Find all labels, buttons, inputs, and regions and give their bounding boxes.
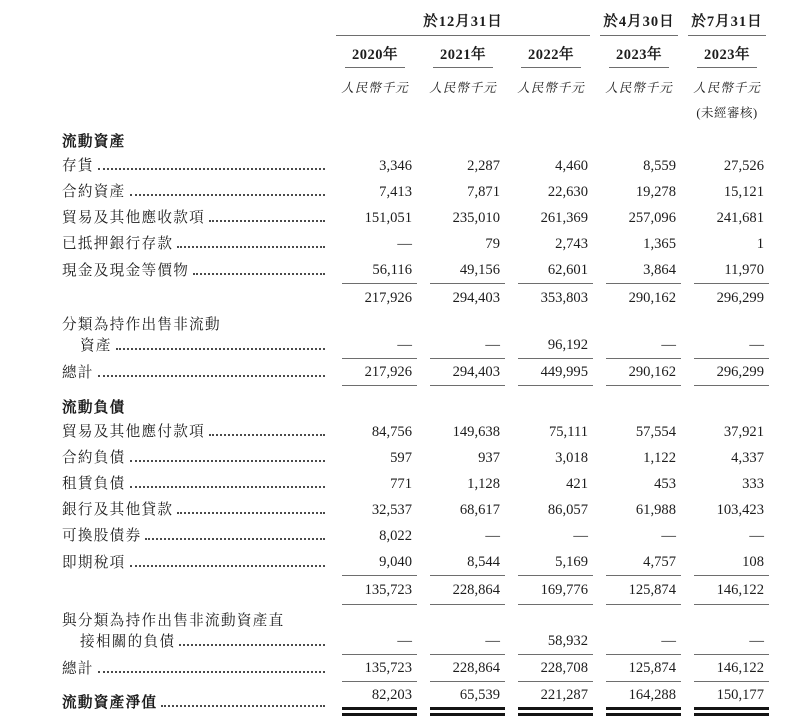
- table-row-wrap: [62, 312, 771, 334]
- cell-value: 257,096: [628, 210, 677, 226]
- table-row-item: [62, 445, 771, 471]
- table-row-section: [62, 386, 771, 419]
- cell-value: 8,022: [379, 528, 412, 544]
- value-cell: [419, 257, 507, 284]
- cell-value: 241,681: [716, 210, 765, 226]
- row-label: 可換股債券: [62, 528, 142, 544]
- table-row-item: [62, 523, 771, 549]
- cell-value: —: [661, 528, 677, 544]
- cell-value: 19,278: [635, 184, 677, 200]
- cell-value: 15,121: [723, 184, 765, 200]
- cell-value: 217,926: [342, 359, 417, 386]
- table-row-item: [62, 334, 771, 359]
- cell-value: 937: [478, 450, 500, 466]
- cell-value: 2,287: [467, 158, 500, 174]
- dot-leader: [130, 565, 325, 567]
- year-label: 2023年: [697, 43, 757, 68]
- row-label: 貿易及其他應付款項: [62, 424, 206, 440]
- table-row-item: [62, 497, 771, 523]
- value-cell: [507, 231, 595, 257]
- value-cell: [507, 257, 595, 284]
- row-label: 分類為持作出售非流動: [62, 317, 221, 333]
- cell-value: 296,299: [716, 290, 765, 306]
- dot-leader: [98, 168, 325, 170]
- value-cell: [507, 630, 595, 655]
- value-cell: [595, 576, 683, 605]
- cell-value: —: [606, 334, 681, 359]
- date-group-cell: [331, 8, 595, 36]
- row-label-cell: [62, 334, 331, 359]
- value-cell: [331, 655, 419, 682]
- value-cell: [331, 419, 419, 445]
- table-row-item: [62, 153, 771, 179]
- cell-value: 151,051: [364, 210, 412, 226]
- value-cell: [331, 257, 419, 284]
- row-label: 資產: [80, 338, 112, 354]
- row-label-cell: [62, 205, 331, 231]
- value-cell: [419, 205, 507, 231]
- value-cell: [595, 549, 683, 576]
- row-label-cell: [62, 124, 771, 153]
- cell-value: —: [342, 334, 417, 359]
- cell-value: 228,864: [430, 655, 505, 682]
- cell-value: 82,203: [342, 682, 417, 716]
- currency-unit-label: 人民幣千元: [693, 81, 761, 95]
- value-cell: [507, 334, 595, 359]
- value-cell: [683, 257, 771, 284]
- value-cell: [419, 179, 507, 205]
- row-label: 流動資產淨值: [62, 695, 158, 711]
- table-row-section: [62, 124, 771, 153]
- cell-value: 164,288: [606, 682, 681, 716]
- dot-leader: [116, 348, 325, 350]
- value-cell: [683, 682, 771, 716]
- cell-value: 3,346: [379, 158, 412, 174]
- value-cell: [331, 359, 419, 386]
- cell-value: 108: [694, 549, 769, 576]
- value-cell: [683, 205, 771, 231]
- dot-leader: [130, 486, 325, 488]
- value-cell: [419, 231, 507, 257]
- table-row-item: [62, 205, 771, 231]
- value-cell: [683, 549, 771, 576]
- value-cell: [419, 359, 507, 386]
- value-cell: [419, 471, 507, 497]
- cell-value: 22,630: [547, 184, 589, 200]
- value-cell: [507, 471, 595, 497]
- value-cell: [419, 630, 507, 655]
- table-row-item: [62, 471, 771, 497]
- value-cell: [331, 471, 419, 497]
- currency-unit-label: 人民幣千元: [517, 81, 585, 95]
- cell-value: 4,460: [555, 158, 589, 174]
- value-cell: [595, 445, 683, 471]
- value-cell: [507, 205, 595, 231]
- value-cell: [331, 445, 419, 471]
- cell-value: —: [749, 528, 765, 544]
- value-cell: [683, 231, 771, 257]
- value-cell: [331, 231, 419, 257]
- row-label-cell: [62, 655, 331, 682]
- value-cell: [507, 419, 595, 445]
- value-cell: [331, 334, 419, 359]
- cell-value: 771: [390, 476, 412, 492]
- table-row-subtotal: [62, 284, 771, 312]
- row-label-cell: [62, 419, 331, 445]
- table-header: [62, 8, 771, 124]
- cell-value: 8,559: [643, 158, 677, 174]
- value-cell: [683, 179, 771, 205]
- dot-leader: [179, 644, 325, 646]
- currency-row: [62, 69, 771, 98]
- cell-value: 135,723: [342, 576, 417, 605]
- cell-value: —: [430, 334, 505, 359]
- value-cell: [507, 497, 595, 523]
- table-body: [62, 124, 771, 716]
- cell-value: 135,723: [342, 655, 417, 682]
- table-row-subtotal: [62, 576, 771, 605]
- cell-value: —: [397, 236, 412, 252]
- row-label: 已抵押銀行存款: [62, 236, 174, 252]
- unaudited-note: (未經審核): [696, 106, 758, 120]
- cell-value: 421: [566, 476, 589, 492]
- cell-value: 32,537: [371, 502, 412, 518]
- header-spacer: [62, 36, 331, 69]
- value-cell: [683, 334, 771, 359]
- cell-value: 7,871: [467, 184, 500, 200]
- row-label-cell: [62, 312, 771, 334]
- cell-value: 294,403: [430, 359, 505, 386]
- row-label-cell: [62, 359, 331, 386]
- date-group-row: [62, 8, 771, 36]
- value-cell: [507, 445, 595, 471]
- value-cell: [683, 497, 771, 523]
- value-cell: [595, 205, 683, 231]
- cell-value: 75,111: [548, 424, 589, 440]
- cell-value: 169,776: [518, 576, 593, 605]
- cell-value: 449,995: [518, 359, 593, 386]
- value-cell: [419, 523, 507, 549]
- cell-value: 597: [390, 450, 412, 466]
- cell-value: —: [694, 630, 769, 655]
- cell-value: 1,128: [467, 476, 500, 492]
- header-spacer: [62, 98, 683, 124]
- table-row-item: [62, 682, 771, 716]
- value-cell: [595, 419, 683, 445]
- cell-value: 61,988: [635, 502, 677, 518]
- value-cell: [595, 471, 683, 497]
- value-cell: [419, 576, 507, 605]
- cell-value: 37,921: [723, 424, 765, 440]
- cell-value: 2,743: [555, 236, 589, 252]
- value-cell: [331, 179, 419, 205]
- cell-value: 96,192: [518, 334, 593, 359]
- cell-value: 228,864: [430, 576, 505, 605]
- unaudited-row: [62, 98, 771, 124]
- value-cell: [683, 284, 771, 312]
- cell-value: 125,874: [606, 576, 681, 605]
- value-cell: [507, 549, 595, 576]
- date-group-label: 於4月30日: [600, 10, 678, 36]
- value-cell: [331, 549, 419, 576]
- dot-leader: [130, 194, 325, 196]
- dot-leader: [177, 246, 325, 248]
- value-cell: [595, 655, 683, 682]
- date-group-label: 於7月31日: [688, 10, 766, 36]
- cell-value: 221,287: [518, 682, 593, 716]
- value-cell: [331, 576, 419, 605]
- value-cell: [683, 576, 771, 605]
- value-cell: [419, 655, 507, 682]
- value-cell: [683, 419, 771, 445]
- value-cell: [595, 682, 683, 716]
- cell-value: 149,638: [452, 424, 500, 440]
- table-row-item: [62, 630, 771, 655]
- row-label-cell: [62, 497, 331, 523]
- cell-value: 57,554: [635, 424, 677, 440]
- value-cell: [595, 284, 683, 312]
- value-cell: [595, 334, 683, 359]
- balance-sheet-table: [62, 8, 771, 716]
- value-cell: [683, 471, 771, 497]
- row-label: 總計: [62, 365, 94, 381]
- row-label-cell: [62, 284, 331, 312]
- cell-value: —: [573, 528, 589, 544]
- row-label: 接相關的負債: [80, 634, 176, 650]
- cell-value: 217,926: [364, 290, 412, 306]
- table-row-item: [62, 549, 771, 576]
- value-cell: [507, 655, 595, 682]
- cell-value: 353,803: [540, 290, 589, 306]
- value-cell: [595, 153, 683, 179]
- value-cell: [595, 523, 683, 549]
- value-cell: [331, 205, 419, 231]
- value-cell: [331, 682, 419, 716]
- row-label: 合約負債: [62, 450, 126, 466]
- value-cell: [683, 630, 771, 655]
- header-spacer: [62, 8, 331, 36]
- cell-value: 3,864: [606, 257, 681, 284]
- row-label-cell: [62, 471, 331, 497]
- currency-unit-label: 人民幣千元: [429, 81, 497, 95]
- cell-value: 56,116: [342, 257, 417, 284]
- row-label-cell: [62, 386, 771, 419]
- dot-leader: [209, 220, 325, 222]
- year-label: 2022年: [521, 43, 581, 68]
- cell-value: —: [606, 630, 681, 655]
- cell-value: 4,757: [606, 549, 681, 576]
- value-cell: [419, 497, 507, 523]
- cell-value: 150,177: [694, 682, 769, 716]
- cell-value: 11,970: [694, 257, 769, 284]
- value-cell: [683, 359, 771, 386]
- year-label: 2023年: [609, 43, 669, 68]
- cell-value: 146,122: [694, 576, 769, 605]
- date-group-cell: [683, 8, 771, 36]
- row-label: 合約資產: [62, 184, 126, 200]
- row-label-cell: [62, 257, 331, 284]
- cell-value: 4,337: [731, 450, 765, 466]
- row-label: 流動資產: [62, 134, 126, 150]
- cell-value: 261,369: [540, 210, 589, 226]
- dot-leader: [209, 434, 325, 436]
- cell-value: 3,018: [555, 450, 589, 466]
- cell-value: 228,708: [518, 655, 593, 682]
- cell-value: 7,413: [379, 184, 412, 200]
- table-row-item: [62, 257, 771, 284]
- value-cell: [683, 655, 771, 682]
- cell-value: 84,756: [371, 424, 412, 440]
- value-cell: [419, 334, 507, 359]
- row-label-cell: [62, 179, 331, 205]
- value-cell: [683, 445, 771, 471]
- cell-value: 333: [742, 476, 765, 492]
- table-row-item: [62, 419, 771, 445]
- cell-value: 1,365: [643, 236, 677, 252]
- table-row-item: [62, 179, 771, 205]
- cell-value: 1: [756, 236, 765, 252]
- cell-value: 296,299: [694, 359, 769, 386]
- value-cell: [507, 359, 595, 386]
- currency-unit-label: 人民幣千元: [605, 81, 673, 95]
- header-spacer: [62, 69, 331, 98]
- row-label-cell: [62, 549, 331, 576]
- row-label-cell: [62, 630, 331, 655]
- cell-value: 68,617: [459, 502, 500, 518]
- value-cell: [331, 497, 419, 523]
- value-cell: [595, 359, 683, 386]
- value-cell: [683, 523, 771, 549]
- date-group-cell: [595, 8, 683, 36]
- cell-value: 235,010: [452, 210, 500, 226]
- row-label-cell: [62, 605, 771, 630]
- value-cell: [331, 153, 419, 179]
- row-label: 銀行及其他貸款: [62, 502, 174, 518]
- value-cell: [595, 257, 683, 284]
- value-cell: [595, 231, 683, 257]
- value-cell: [507, 284, 595, 312]
- cell-value: 49,156: [430, 257, 505, 284]
- value-cell: [507, 576, 595, 605]
- cell-value: 65,539: [430, 682, 505, 716]
- cell-value: 146,122: [694, 655, 769, 682]
- cell-value: 58,932: [518, 630, 593, 655]
- value-cell: [683, 153, 771, 179]
- value-cell: [331, 630, 419, 655]
- cell-value: 290,162: [628, 290, 677, 306]
- dot-leader: [130, 460, 325, 462]
- value-cell: [595, 630, 683, 655]
- cell-value: 290,162: [606, 359, 681, 386]
- value-cell: [331, 523, 419, 549]
- value-cell: [507, 523, 595, 549]
- row-label: 流動負債: [62, 400, 126, 416]
- value-cell: [419, 153, 507, 179]
- dot-leader: [161, 705, 325, 707]
- table-row-wrap: [62, 605, 771, 630]
- year-label: 2020年: [345, 43, 405, 68]
- row-label-cell: [62, 682, 331, 716]
- dot-leader: [98, 375, 325, 377]
- cell-value: —: [485, 528, 500, 544]
- value-cell: [419, 419, 507, 445]
- dot-leader: [177, 512, 325, 514]
- value-cell: [595, 179, 683, 205]
- cell-value: 1,122: [643, 450, 677, 466]
- year-row: [62, 36, 771, 69]
- cell-value: 294,403: [452, 290, 500, 306]
- cell-value: 27,526: [723, 158, 765, 174]
- row-label: 貿易及其他應收款項: [62, 210, 206, 226]
- cell-value: 9,040: [342, 549, 417, 576]
- cell-value: 62,601: [518, 257, 593, 284]
- cell-value: —: [342, 630, 417, 655]
- date-group-label: 於12月31日: [336, 10, 590, 36]
- dot-leader: [98, 671, 325, 673]
- value-cell: [419, 284, 507, 312]
- value-cell: [595, 497, 683, 523]
- row-label: 存貨: [62, 158, 94, 174]
- value-cell: [331, 284, 419, 312]
- row-label-cell: [62, 523, 331, 549]
- cell-value: 79: [485, 236, 500, 252]
- row-label: 總計: [62, 661, 94, 677]
- row-label-cell: [62, 231, 331, 257]
- table-row-item: [62, 359, 771, 386]
- row-label-cell: [62, 153, 331, 179]
- value-cell: [507, 682, 595, 716]
- row-label: 租賃負債: [62, 476, 126, 492]
- currency-unit-label: 人民幣千元: [341, 81, 409, 95]
- row-label: 與分類為持作出售非流動資產直: [62, 613, 285, 629]
- cell-value: 8,544: [430, 549, 505, 576]
- cell-value: 125,874: [606, 655, 681, 682]
- value-cell: [507, 179, 595, 205]
- row-label-cell: [62, 445, 331, 471]
- value-cell: [507, 153, 595, 179]
- cell-value: —: [694, 334, 769, 359]
- cell-value: —: [430, 630, 505, 655]
- cell-value: 86,057: [547, 502, 589, 518]
- value-cell: [419, 549, 507, 576]
- dot-leader: [193, 273, 325, 275]
- cell-value: 103,423: [716, 502, 765, 518]
- cell-value: 453: [654, 476, 677, 492]
- cell-value: 5,169: [518, 549, 593, 576]
- dot-leader: [145, 538, 325, 540]
- row-label: 現金及現金等價物: [62, 263, 190, 279]
- table-row-item: [62, 655, 771, 682]
- year-label: 2021年: [433, 43, 493, 68]
- value-cell: [419, 682, 507, 716]
- row-label: 即期稅項: [62, 555, 126, 571]
- row-label-cell: [62, 576, 331, 605]
- table-row-item: [62, 231, 771, 257]
- value-cell: [419, 445, 507, 471]
